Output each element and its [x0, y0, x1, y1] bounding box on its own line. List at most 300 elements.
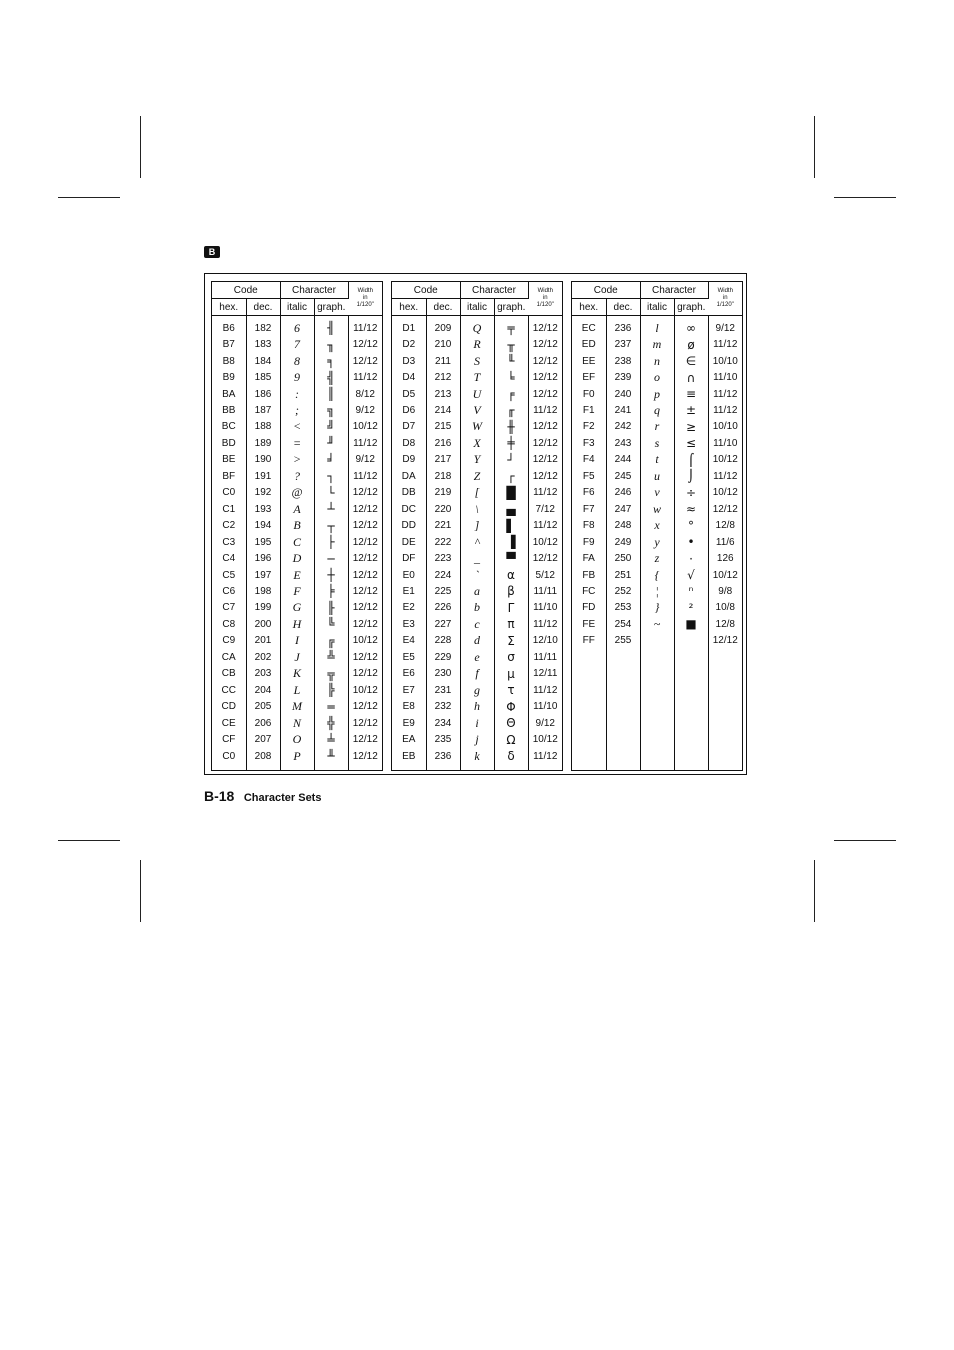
hex-cell: F8: [572, 517, 606, 533]
hex-cell: E7: [392, 682, 426, 698]
table-row: [212, 666, 382, 682]
table-row: [212, 567, 382, 583]
table-row: [212, 501, 382, 517]
hex-cell: C5: [212, 567, 246, 583]
dec-cell: 210: [426, 336, 460, 352]
dec-cell: 247: [606, 501, 640, 517]
graph-char-cell: ╘: [494, 369, 528, 385]
hex-cell: C8: [212, 616, 246, 632]
empty-cell: [708, 649, 742, 771]
crop-mark: [58, 840, 120, 841]
width-header: [708, 282, 742, 316]
graph-char-cell: ╨: [314, 748, 348, 764]
graph-char-cell: ╦: [314, 666, 348, 682]
italic-char-cell: e: [460, 649, 494, 665]
hex-cell: CD: [212, 698, 246, 714]
hex-cell: E1: [392, 583, 426, 599]
italic-char-cell: p: [640, 386, 674, 402]
hex-cell: EC: [572, 316, 606, 337]
width-cell: 11/12: [533, 618, 558, 630]
dec-cell: 198: [246, 583, 280, 599]
crop-mark: [834, 197, 896, 198]
width-cell: 12/12: [352, 536, 378, 548]
width-cell: 12/12: [532, 322, 558, 334]
character-table: [212, 282, 382, 771]
width-header-line: Width: [537, 288, 553, 294]
dec-cell: 240: [606, 386, 640, 402]
italic-char-cell: c: [460, 616, 494, 632]
page-number: B-18: [204, 788, 235, 804]
dec-cell: 235: [426, 731, 460, 747]
hex-cell: FD: [572, 600, 606, 616]
width-cell: 9/12: [355, 404, 375, 416]
width-cell: 12/8: [715, 520, 735, 532]
width-cell: 12/12: [352, 701, 378, 713]
width-cell: 11/10: [533, 602, 558, 614]
hex-cell: DF: [392, 550, 426, 566]
width-cell: 10/12: [712, 487, 738, 499]
italic-char-cell: ^: [460, 534, 494, 550]
empty-cell: [314, 764, 348, 771]
width-cell: 9/12: [535, 717, 555, 729]
hex-cell: CA: [212, 649, 246, 665]
dec-cell: 190: [246, 452, 280, 468]
hex-cell: C6: [212, 583, 246, 599]
table-row: [572, 402, 742, 418]
crop-mark: [140, 116, 141, 178]
table-row: [212, 550, 382, 566]
graph-char-cell: β: [494, 583, 528, 599]
table-row: [392, 583, 562, 599]
width-cell: 11/12: [533, 684, 558, 696]
graph-char-cell: Ω: [494, 731, 528, 747]
hex-cell: C2: [212, 517, 246, 533]
graph-char-cell: ÷: [674, 485, 708, 501]
table-row: [392, 452, 562, 468]
width-cell: 11/12: [353, 372, 378, 384]
dec-cell: 191: [246, 468, 280, 484]
italic-char-cell: h: [460, 698, 494, 714]
table-row: [572, 633, 742, 649]
empty-cell: [606, 649, 640, 771]
width-header-line: 1/120": [716, 302, 734, 308]
table-row: [212, 633, 382, 649]
graph-char-cell: Γ: [494, 600, 528, 616]
width-cell: 11/12: [713, 339, 738, 351]
width-cell: 10/8: [715, 602, 735, 614]
table-row: [572, 600, 742, 616]
hex-cell: D9: [392, 452, 426, 468]
italic-char-cell: ¦: [640, 583, 674, 599]
dec-cell: 215: [426, 419, 460, 435]
graph-char-cell: °: [674, 517, 708, 533]
table-row: [392, 666, 562, 682]
table-row: [572, 567, 742, 583]
graph-char-cell: ≤: [674, 435, 708, 451]
width-cell: 11/12: [353, 437, 378, 449]
dec-cell: 232: [426, 698, 460, 714]
graph-char-cell: ╬: [314, 715, 348, 731]
dec-header: dec.: [426, 299, 460, 316]
hex-cell: EE: [572, 353, 606, 369]
dec-cell: 250: [606, 550, 640, 566]
hex-cell: FF: [572, 633, 606, 649]
hex-cell: C9: [212, 633, 246, 649]
italic-char-cell: j: [460, 731, 494, 747]
graph-char-cell: ∞: [674, 316, 708, 337]
table-row: [572, 353, 742, 369]
hex-cell: D7: [392, 419, 426, 435]
table-row: [572, 616, 742, 632]
hex-cell: F5: [572, 468, 606, 484]
width-cell: 12/12: [532, 437, 558, 449]
table-row: [392, 369, 562, 385]
table-row: [572, 316, 742, 337]
italic-char-cell: y: [640, 534, 674, 550]
italic-char-cell: 7: [280, 336, 314, 352]
graph-char-cell: ╒: [494, 386, 528, 402]
dec-cell: 230: [426, 666, 460, 682]
hex-header: hex.: [392, 299, 426, 316]
table-row: [212, 353, 382, 369]
dec-cell: 236: [426, 748, 460, 764]
italic-char-cell: t: [640, 452, 674, 468]
dec-cell: 206: [246, 715, 280, 731]
hex-cell: DE: [392, 534, 426, 550]
graph-char-cell: ╧: [314, 731, 348, 747]
dec-cell: 239: [606, 369, 640, 385]
dec-cell: 220: [426, 501, 460, 517]
italic-char-cell: u: [640, 468, 674, 484]
dec-cell: 242: [606, 419, 640, 435]
graph-char-cell: █: [494, 485, 528, 501]
graph-char-cell: ╫: [494, 419, 528, 435]
table-row: [212, 682, 382, 698]
width-cell: 7/12: [535, 503, 555, 515]
dec-cell: 252: [606, 583, 640, 599]
width-cell: 12/12: [352, 339, 378, 351]
italic-char-cell: W: [460, 419, 494, 435]
graph-char-cell: ·: [674, 550, 708, 566]
graph-char-cell: Θ: [494, 715, 528, 731]
width-header: [348, 282, 382, 316]
width-cell: 12/12: [352, 585, 378, 597]
hex-cell: BD: [212, 435, 246, 451]
dec-cell: 213: [426, 386, 460, 402]
empty-cell: [348, 764, 382, 771]
hex-cell: E9: [392, 715, 426, 731]
width-cell: 10/12: [532, 536, 558, 548]
dec-cell: 196: [246, 550, 280, 566]
dec-cell: 214: [426, 402, 460, 418]
hex-cell: DB: [392, 485, 426, 501]
graph-char-cell: ┴: [314, 501, 348, 517]
italic-char-cell: ]: [460, 517, 494, 533]
dec-cell: 253: [606, 600, 640, 616]
width-cell: 12/12: [352, 618, 378, 630]
dec-cell: 193: [246, 501, 280, 517]
width-cell: 12/12: [352, 734, 378, 746]
graph-char-cell: ╟: [314, 600, 348, 616]
dec-cell: 246: [606, 485, 640, 501]
empty-cell: [528, 764, 562, 771]
hex-cell: CE: [212, 715, 246, 731]
italic-char-cell: K: [280, 666, 314, 682]
hex-cell: B9: [212, 369, 246, 385]
table-row: [572, 534, 742, 550]
table-group-1: [211, 281, 383, 771]
graph-char-cell: ╝: [314, 419, 348, 435]
hex-cell: CB: [212, 666, 246, 682]
dec-cell: 203: [246, 666, 280, 682]
dec-cell: 182: [246, 316, 280, 337]
graph-char-cell: ╠: [314, 682, 348, 698]
width-cell: 12/12: [352, 651, 378, 663]
table-row: [212, 715, 382, 731]
width-cell: 11/12: [713, 404, 738, 416]
width-cell: 9/8: [718, 585, 733, 597]
table-row: [572, 468, 742, 484]
table-row: [392, 748, 562, 764]
dec-cell: 184: [246, 353, 280, 369]
dec-header: dec.: [606, 299, 640, 316]
graph-char-cell: ╛: [314, 452, 348, 468]
width-cell: 12/12: [532, 553, 558, 565]
width-cell: 11/11: [533, 651, 558, 663]
width-cell: 12/12: [352, 569, 378, 581]
width-cell: 11/11: [533, 585, 558, 597]
italic-char-cell: G: [280, 600, 314, 616]
page-footer: [204, 788, 321, 806]
dec-cell: 208: [246, 748, 280, 764]
crop-mark: [814, 116, 815, 178]
graph-char-cell: ┌: [494, 468, 528, 484]
hex-cell: F3: [572, 435, 606, 451]
italic-char-cell: ;: [280, 402, 314, 418]
hex-cell: D6: [392, 402, 426, 418]
graph-char-cell: ╕: [314, 353, 348, 369]
table-row: [572, 501, 742, 517]
table-row: [392, 633, 562, 649]
empty-cell: [494, 764, 528, 771]
graph-char-cell: ╔: [314, 633, 348, 649]
italic-char-cell: [640, 633, 674, 649]
hex-cell: F0: [572, 386, 606, 402]
italic-char-cell: Y: [460, 452, 494, 468]
italic-char-cell: `: [460, 567, 494, 583]
hex-cell: F6: [572, 485, 606, 501]
dec-cell: 188: [246, 419, 280, 435]
dec-cell: 243: [606, 435, 640, 451]
width-cell: 12/12: [352, 602, 378, 614]
italic-char-cell: A: [280, 501, 314, 517]
table-row: [212, 649, 382, 665]
header-row: [212, 282, 382, 299]
hex-cell: EB: [392, 748, 426, 764]
graph-char-cell: ≈: [674, 501, 708, 517]
dec-cell: 205: [246, 698, 280, 714]
hex-cell: C3: [212, 534, 246, 550]
dec-cell: 254: [606, 616, 640, 632]
italic-char-cell: D: [280, 550, 314, 566]
table-row: [392, 517, 562, 533]
hex-cell: BF: [212, 468, 246, 484]
graph-char-cell: ╚: [314, 616, 348, 632]
dec-cell: 227: [426, 616, 460, 632]
dec-cell: 231: [426, 682, 460, 698]
width-cell: 12/12: [352, 717, 378, 729]
dec-header: dec.: [246, 299, 280, 316]
graph-char-cell: ■: [674, 616, 708, 632]
italic-char-cell: v: [640, 485, 674, 501]
italic-char-cell: T: [460, 369, 494, 385]
header-row: [572, 282, 742, 299]
width-cell: 11/12: [533, 520, 558, 532]
italic-char-cell: F: [280, 583, 314, 599]
dec-cell: 236: [606, 316, 640, 337]
italic-char-cell: P: [280, 748, 314, 764]
table-row: [392, 534, 562, 550]
table-group-3: [571, 281, 743, 771]
dec-cell: 209: [426, 316, 460, 337]
table-row: [572, 386, 742, 402]
width-cell: 12/12: [532, 454, 558, 466]
graph-header: graph.: [494, 299, 528, 316]
graph-char-cell: ╙: [494, 353, 528, 369]
dec-cell: 207: [246, 731, 280, 747]
hex-cell: BA: [212, 386, 246, 402]
dec-cell: 251: [606, 567, 640, 583]
dec-cell: 211: [426, 353, 460, 369]
graph-header: graph.: [314, 299, 348, 316]
width-cell: 12/8: [715, 618, 735, 630]
empty-cell: [392, 764, 426, 771]
dec-cell: 189: [246, 435, 280, 451]
table-row: [572, 369, 742, 385]
width-cell: 126: [716, 553, 734, 565]
dec-cell: 201: [246, 633, 280, 649]
width-cell: 11/10: [713, 437, 738, 449]
width-header-line: Width: [357, 288, 373, 294]
width-header-line: Width: [717, 288, 733, 294]
italic-char-cell: }: [640, 600, 674, 616]
graph-char-cell: ╓: [494, 402, 528, 418]
italic-char-cell: L: [280, 682, 314, 698]
dec-cell: 229: [426, 649, 460, 665]
table-row: [392, 567, 562, 583]
table-row: [392, 698, 562, 714]
dec-cell: 194: [246, 517, 280, 533]
hex-cell: CF: [212, 731, 246, 747]
italic-char-cell: g: [460, 682, 494, 698]
graph-char-cell: ²: [674, 600, 708, 616]
width-cell: 10/12: [532, 734, 558, 746]
hex-cell: D3: [392, 353, 426, 369]
table-row: [212, 517, 382, 533]
hex-header: hex.: [212, 299, 246, 316]
dec-cell: 238: [606, 353, 640, 369]
table-row: [212, 748, 382, 764]
italic-char-cell: 9: [280, 369, 314, 385]
dec-cell: 186: [246, 386, 280, 402]
hex-cell: D4: [392, 369, 426, 385]
printer-note-icon: B: [204, 246, 220, 258]
graph-char-cell: ┘: [494, 452, 528, 468]
italic-char-cell: 8: [280, 353, 314, 369]
width-cell: 5/12: [535, 569, 555, 581]
hex-cell: DA: [392, 468, 426, 484]
table-row: [212, 731, 382, 747]
italic-char-cell: x: [640, 517, 674, 533]
table-row: [572, 583, 742, 599]
table-group-2: [391, 281, 563, 771]
italic-char-cell: S: [460, 353, 494, 369]
width-cell: 11/12: [353, 322, 378, 334]
hex-cell: C4: [212, 550, 246, 566]
graph-char-cell: ╞: [314, 583, 348, 599]
dec-cell: 212: [426, 369, 460, 385]
width-cell: 11/12: [713, 388, 738, 400]
width-cell: 12/12: [532, 339, 558, 351]
hex-cell: BB: [212, 402, 246, 418]
width-cell: 8/12: [355, 388, 375, 400]
hex-cell: E8: [392, 698, 426, 714]
character-set-table-frame: [204, 273, 747, 775]
width-cell: 9/12: [715, 322, 735, 334]
width-cell: 10/12: [352, 684, 378, 696]
table-row: [392, 402, 562, 418]
header-row: [392, 282, 562, 299]
hex-cell: B6: [212, 316, 246, 337]
width-cell: 10/12: [712, 454, 738, 466]
graph-char-cell: π: [494, 616, 528, 632]
table-row: [392, 485, 562, 501]
table-row: [392, 419, 562, 435]
italic-char-cell: <: [280, 419, 314, 435]
dec-cell: 218: [426, 468, 460, 484]
italic-char-cell: \: [460, 501, 494, 517]
width-cell: 12/12: [532, 470, 558, 482]
width-cell: 12/12: [352, 355, 378, 367]
code-header: Code: [392, 282, 460, 299]
italic-char-cell: z: [640, 550, 674, 566]
italic-char-cell: d: [460, 633, 494, 649]
hex-cell: DD: [392, 517, 426, 533]
italic-char-cell: m: [640, 336, 674, 352]
dec-cell: 228: [426, 633, 460, 649]
italic-char-cell: E: [280, 567, 314, 583]
table-row: [212, 698, 382, 714]
table-row: [392, 316, 562, 337]
hex-cell: CC: [212, 682, 246, 698]
italic-char-cell: I: [280, 633, 314, 649]
graph-char-cell: •: [674, 534, 708, 550]
width-cell: 10/12: [352, 635, 378, 647]
italic-char-cell: M: [280, 698, 314, 714]
table-row: [212, 452, 382, 468]
italic-char-cell: b: [460, 600, 494, 616]
italic-char-cell: i: [460, 715, 494, 731]
hex-cell: FA: [572, 550, 606, 566]
dec-cell: 222: [426, 534, 460, 550]
table-row: [392, 336, 562, 352]
crop-mark: [834, 840, 896, 841]
graph-char-cell: ╢: [314, 316, 348, 337]
width-cell: 11/12: [533, 750, 558, 762]
graph-char-cell: ≥: [674, 419, 708, 435]
table-row: [212, 616, 382, 632]
width-cell: 12/12: [712, 635, 738, 647]
